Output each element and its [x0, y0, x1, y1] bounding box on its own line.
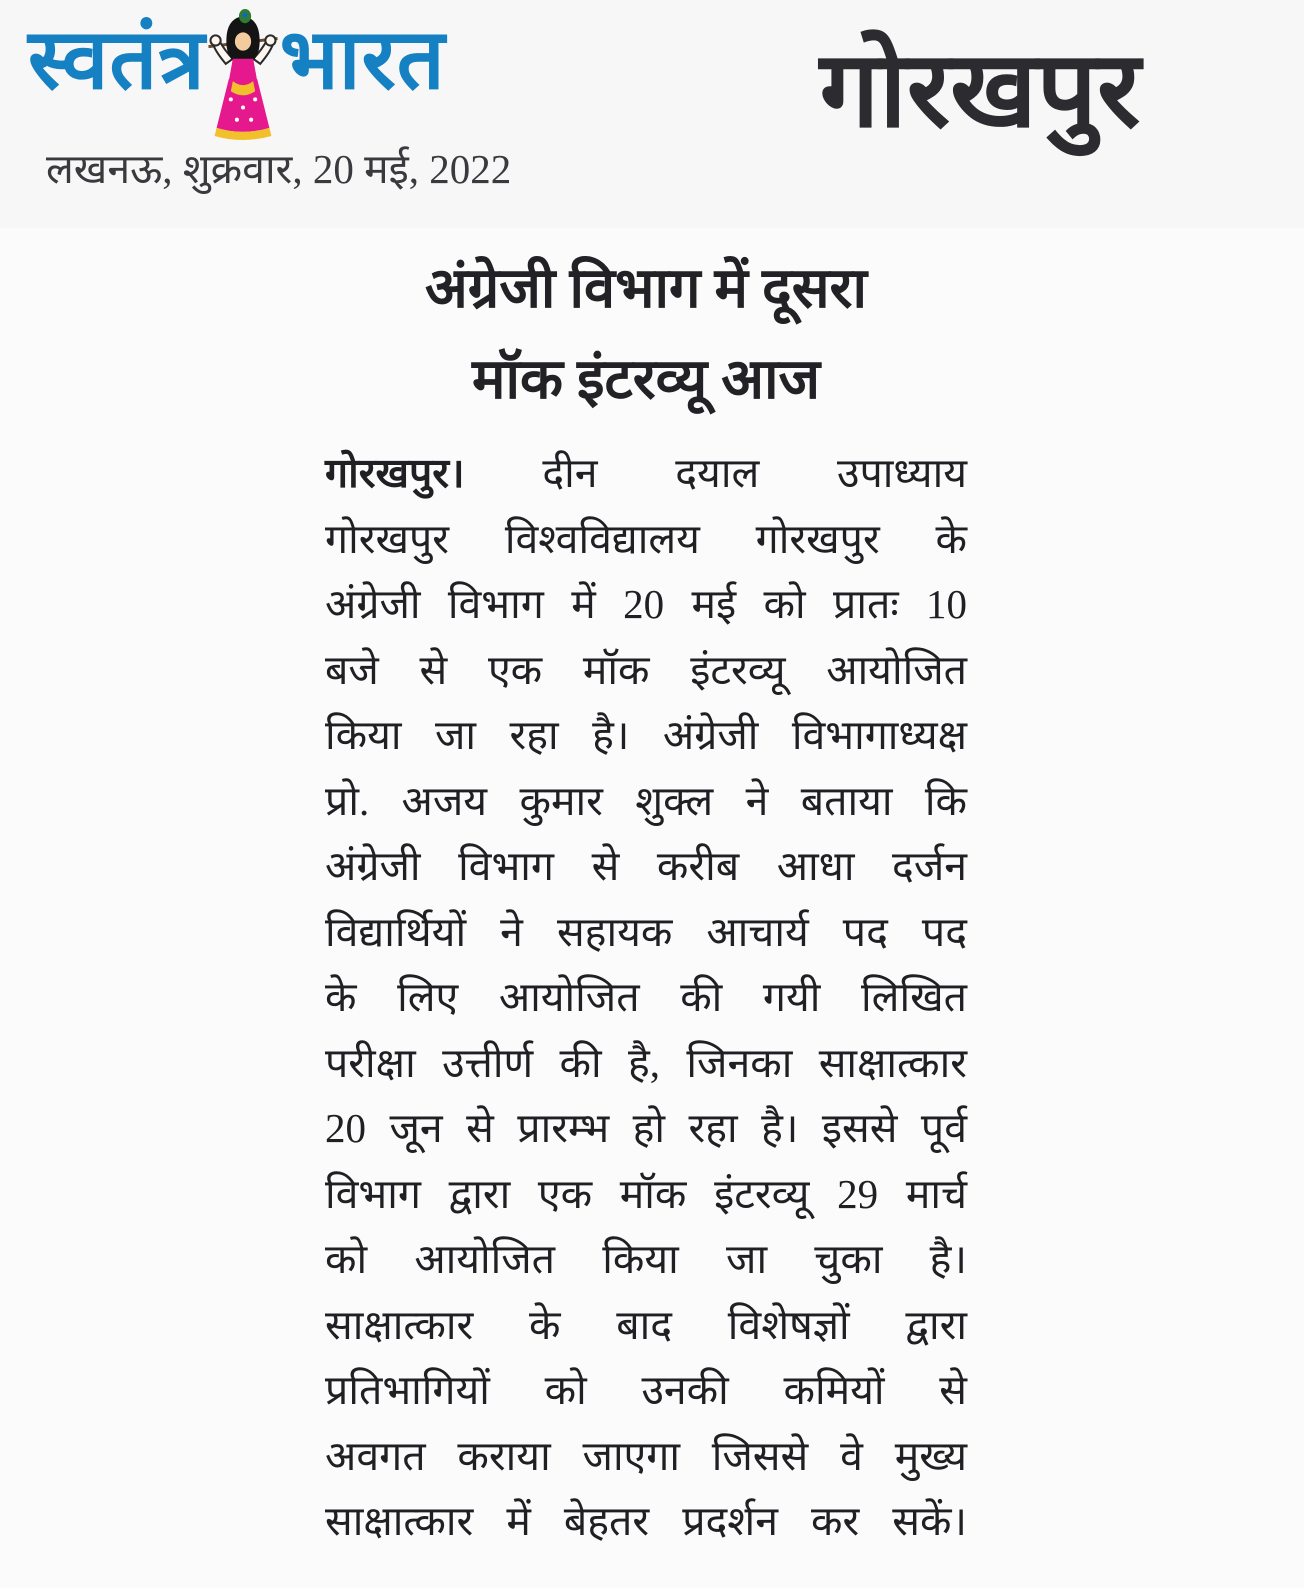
article-body-line: बजे से एक मॉक इंटरव्यू आयोजित: [325, 646, 967, 693]
article-body-line: अंग्रेजी विभाग से करीब आधा दर्जन: [325, 843, 967, 890]
article-headline: [325, 244, 967, 425]
article-body: [325, 441, 967, 1555]
article-body-line: अवगत कराया जाएगा जिससे वे मुख्य: [325, 1432, 967, 1479]
krishna-flute-illustration-icon: [190, 8, 296, 140]
article-body-line: 20 जून से प्रारम्भ हो रहा है। इससे पूर्व: [325, 1105, 967, 1152]
masthead-title-word2: भारत: [279, 14, 446, 107]
article: [325, 244, 967, 1555]
article-body-line: साक्षात्कार के बाद विशेषज्ञों द्वारा: [325, 1301, 967, 1348]
edition-title: गोरखपुर: [819, 32, 1141, 149]
article-body-line: गोरखपुर। दीन दयाल उपाध्याय: [325, 450, 967, 497]
headline-line-2: मॉक इंटरव्यू आज: [471, 348, 821, 411]
article-body-line: प्रतिभागियों को उनकी कमियों से: [325, 1367, 967, 1414]
article-body-line: प्रो. अजय कुमार शुक्ल ने बताया कि: [325, 777, 967, 824]
article-body-line: परीक्षा उत्तीर्ण की है, जिनका साक्षात्कार: [325, 1039, 967, 1086]
article-body-line: के लिए आयोजित की गयी लिखित: [325, 974, 967, 1021]
article-body-line: अंग्रेजी विभाग में 20 मई को प्रातः 10: [325, 581, 967, 628]
article-body-line: विभाग द्वारा एक मॉक इंटरव्यू 29 मार्च: [325, 1170, 967, 1217]
article-body-line: को आयोजित किया जा चुका है।: [325, 1236, 967, 1283]
masthead-dateline: लखनऊ, शुक्रवार, 20 मई, 2022: [46, 146, 512, 192]
article-body-line: किया जा रहा है। अंग्रेजी विभागाध्यक्ष: [325, 712, 967, 759]
article-city-dateline: गोरखपुर।: [325, 450, 465, 497]
article-body-line: गोरखपुर विश्वविद्यालय गोरखपुर के: [325, 515, 967, 562]
article-body-line: विद्यार्थियों ने सहायक आचार्य पद पद: [325, 908, 967, 955]
masthead-title-word1: स्वतंत्र: [28, 14, 206, 107]
newspaper-masthead: [28, 6, 446, 140]
headline-line-1: अंग्रेजी विभाग में दूसरा: [425, 258, 867, 320]
article-body-line: साक्षात्कार में बेहतर प्रदर्शन कर सकें।: [325, 1498, 967, 1545]
